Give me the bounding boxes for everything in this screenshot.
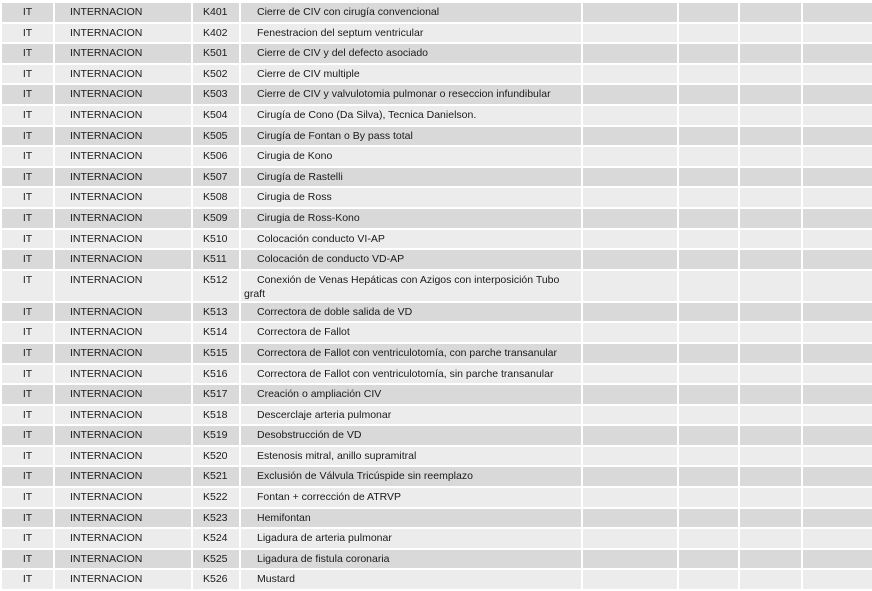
empty-cell[interactable]	[739, 249, 802, 270]
area-cell[interactable]: INTERNACION	[54, 569, 192, 590]
empty-cell[interactable]	[802, 528, 872, 549]
empty-cell[interactable]	[582, 187, 678, 208]
empty-cell[interactable]	[802, 569, 872, 590]
empty-cell[interactable]	[802, 249, 872, 270]
empty-cell[interactable]	[678, 249, 739, 270]
description-cell[interactable]: Cirugía de Rastelli	[240, 167, 582, 188]
description-cell[interactable]: Correctora de doble salida de VD	[240, 302, 582, 323]
table-row	[1, 549, 872, 570]
empty-cell[interactable]	[739, 425, 802, 446]
empty-cell[interactable]	[678, 43, 739, 64]
type-cell[interactable]: IT	[1, 405, 54, 426]
empty-cell[interactable]	[582, 105, 678, 126]
code-cell[interactable]: K501	[192, 43, 240, 64]
empty-cell[interactable]	[739, 343, 802, 364]
empty-cell[interactable]	[739, 302, 802, 323]
empty-cell[interactable]	[582, 167, 678, 188]
description-cell[interactable]: Desobstrucción de VD	[240, 425, 582, 446]
code-cell[interactable]: K525	[192, 549, 240, 570]
table-row	[1, 343, 872, 364]
empty-cell[interactable]	[582, 43, 678, 64]
area-cell[interactable]: INTERNACION	[54, 302, 192, 323]
empty-cell[interactable]	[802, 208, 872, 229]
area-cell[interactable]: INTERNACION	[54, 549, 192, 570]
empty-cell[interactable]	[739, 84, 802, 105]
empty-cell[interactable]	[739, 105, 802, 126]
code-cell[interactable]: K523	[192, 508, 240, 529]
empty-cell[interactable]	[582, 466, 678, 487]
table-row	[1, 364, 872, 385]
empty-cell[interactable]	[582, 146, 678, 167]
description-cell[interactable]: Fenestracion del septum ventricular	[240, 23, 582, 44]
description-cell[interactable]: Descerclaje arteria pulmonar	[240, 405, 582, 426]
empty-cell[interactable]	[678, 187, 739, 208]
table-row	[1, 384, 872, 405]
description-cell[interactable]: Conexión de Venas Hepáticas con Azigos con interposición Tubo graft	[240, 270, 582, 302]
empty-cell[interactable]	[582, 322, 678, 343]
empty-cell[interactable]	[582, 2, 678, 23]
empty-cell[interactable]	[739, 405, 802, 426]
type-cell[interactable]: IT	[1, 64, 54, 85]
empty-cell[interactable]	[582, 302, 678, 323]
empty-cell[interactable]	[802, 425, 872, 446]
area-cell[interactable]: INTERNACION	[54, 343, 192, 364]
area-cell[interactable]: INTERNACION	[54, 64, 192, 85]
empty-cell[interactable]	[802, 105, 872, 126]
empty-cell[interactable]	[582, 23, 678, 44]
empty-cell[interactable]	[582, 84, 678, 105]
empty-cell[interactable]	[678, 384, 739, 405]
table-row	[1, 425, 872, 446]
code-cell[interactable]: K517	[192, 384, 240, 405]
empty-cell[interactable]	[802, 2, 872, 23]
empty-cell[interactable]	[582, 405, 678, 426]
code-cell[interactable]: K516	[192, 364, 240, 385]
table-row	[1, 187, 872, 208]
empty-cell[interactable]	[802, 549, 872, 570]
description-cell[interactable]: Ligadura de arteria pulmonar	[240, 528, 582, 549]
empty-cell[interactable]	[802, 384, 872, 405]
description-cell[interactable]: Correctora de Fallot con ventriculotomía, con parche transanular	[240, 343, 582, 364]
table-row	[1, 84, 872, 105]
empty-cell[interactable]	[582, 229, 678, 250]
code-cell[interactable]: K510	[192, 229, 240, 250]
description-cell[interactable]: Colocación de conducto VD-AP	[240, 249, 582, 270]
area-cell[interactable]: INTERNACION	[54, 384, 192, 405]
empty-cell[interactable]	[582, 487, 678, 508]
area-cell[interactable]: INTERNACION	[54, 146, 192, 167]
empty-cell[interactable]	[582, 343, 678, 364]
description-cell[interactable]: Cirugía de Cono (Da Silva), Tecnica Danielson.	[240, 105, 582, 126]
area-cell[interactable]: INTERNACION	[54, 466, 192, 487]
empty-cell[interactable]	[802, 487, 872, 508]
description-cell[interactable]: Cierre de CIV multiple	[240, 64, 582, 85]
empty-cell[interactable]	[678, 405, 739, 426]
code-cell[interactable]: K507	[192, 167, 240, 188]
empty-cell[interactable]	[678, 343, 739, 364]
type-cell[interactable]: IT	[1, 425, 54, 446]
empty-cell[interactable]	[739, 322, 802, 343]
type-cell[interactable]: IT	[1, 343, 54, 364]
type-cell[interactable]: IT	[1, 146, 54, 167]
empty-cell[interactable]	[739, 384, 802, 405]
description-cell[interactable]: Mustard	[240, 569, 582, 590]
description-cell[interactable]: Correctora de Fallot	[240, 322, 582, 343]
empty-cell[interactable]	[678, 425, 739, 446]
code-cell[interactable]: K514	[192, 322, 240, 343]
empty-cell[interactable]	[802, 405, 872, 426]
empty-cell[interactable]	[739, 487, 802, 508]
code-cell[interactable]: K402	[192, 23, 240, 44]
table-body	[1, 2, 872, 590]
empty-cell[interactable]	[739, 146, 802, 167]
empty-cell[interactable]	[739, 23, 802, 44]
empty-cell[interactable]	[739, 549, 802, 570]
code-cell[interactable]: K503	[192, 84, 240, 105]
table-row	[1, 446, 872, 467]
empty-cell[interactable]	[678, 528, 739, 549]
type-cell[interactable]: IT	[1, 364, 54, 385]
empty-cell[interactable]	[678, 105, 739, 126]
table-row	[1, 569, 872, 590]
table-row	[1, 126, 872, 147]
type-cell[interactable]: IT	[1, 487, 54, 508]
empty-cell[interactable]	[739, 167, 802, 188]
empty-cell[interactable]	[678, 508, 739, 529]
empty-cell[interactable]	[802, 270, 872, 302]
empty-cell[interactable]	[739, 208, 802, 229]
empty-cell[interactable]	[678, 270, 739, 302]
empty-cell[interactable]	[802, 84, 872, 105]
type-cell[interactable]: IT	[1, 569, 54, 590]
empty-cell[interactable]	[678, 229, 739, 250]
table-row	[1, 105, 872, 126]
type-cell[interactable]: IT	[1, 249, 54, 270]
type-cell[interactable]: IT	[1, 84, 54, 105]
type-cell[interactable]: IT	[1, 302, 54, 323]
area-cell[interactable]: INTERNACION	[54, 208, 192, 229]
description-cell[interactable]: Cirugia de Ross	[240, 187, 582, 208]
code-cell[interactable]: K515	[192, 343, 240, 364]
table-row	[1, 302, 872, 323]
area-cell[interactable]: INTERNACION	[54, 43, 192, 64]
area-cell[interactable]: INTERNACION	[54, 229, 192, 250]
description-cell[interactable]: Hemifontan	[240, 508, 582, 529]
empty-cell[interactable]	[739, 466, 802, 487]
area-cell[interactable]: INTERNACION	[54, 364, 192, 385]
type-cell[interactable]: IT	[1, 187, 54, 208]
description-cell[interactable]: Cirugia de Ross-Kono	[240, 208, 582, 229]
empty-cell[interactable]	[678, 64, 739, 85]
empty-cell[interactable]	[739, 364, 802, 385]
empty-cell[interactable]	[678, 466, 739, 487]
code-cell[interactable]: K505	[192, 126, 240, 147]
description-cell[interactable]: Cirugia de Kono	[240, 146, 582, 167]
type-cell[interactable]: IT	[1, 23, 54, 44]
empty-cell[interactable]	[802, 446, 872, 467]
type-cell[interactable]: IT	[1, 446, 54, 467]
empty-cell[interactable]	[678, 146, 739, 167]
empty-cell[interactable]	[582, 384, 678, 405]
area-cell[interactable]: INTERNACION	[54, 487, 192, 508]
empty-cell[interactable]	[582, 64, 678, 85]
empty-cell[interactable]	[802, 23, 872, 44]
empty-cell[interactable]	[739, 528, 802, 549]
empty-cell[interactable]	[582, 126, 678, 147]
empty-cell[interactable]	[678, 322, 739, 343]
code-cell[interactable]: K504	[192, 105, 240, 126]
area-cell[interactable]: INTERNACION	[54, 322, 192, 343]
table-row	[1, 64, 872, 85]
empty-cell[interactable]	[678, 208, 739, 229]
code-cell[interactable]: K509	[192, 208, 240, 229]
empty-cell[interactable]	[678, 126, 739, 147]
empty-cell[interactable]	[739, 187, 802, 208]
code-cell[interactable]: K524	[192, 528, 240, 549]
code-cell[interactable]: K520	[192, 446, 240, 467]
empty-cell[interactable]	[582, 446, 678, 467]
empty-cell[interactable]	[582, 425, 678, 446]
type-cell[interactable]: IT	[1, 508, 54, 529]
code-cell[interactable]: K508	[192, 187, 240, 208]
empty-cell[interactable]	[582, 528, 678, 549]
area-cell[interactable]: INTERNACION	[54, 167, 192, 188]
type-cell[interactable]: IT	[1, 229, 54, 250]
empty-cell[interactable]	[802, 126, 872, 147]
empty-cell[interactable]	[802, 508, 872, 529]
table-row	[1, 43, 872, 64]
empty-cell[interactable]	[802, 343, 872, 364]
empty-cell[interactable]	[802, 322, 872, 343]
code-cell[interactable]: K511	[192, 249, 240, 270]
table-row	[1, 229, 872, 250]
code-cell[interactable]: K518	[192, 405, 240, 426]
area-cell[interactable]: INTERNACION	[54, 249, 192, 270]
description-cell[interactable]: Cirugía de Fontan o By pass total	[240, 126, 582, 147]
empty-cell[interactable]	[582, 249, 678, 270]
description-cell[interactable]: Estenosis mitral, anillo supramitral	[240, 446, 582, 467]
type-cell[interactable]: IT	[1, 322, 54, 343]
table-row	[1, 2, 872, 23]
empty-cell[interactable]	[678, 167, 739, 188]
table-row	[1, 528, 872, 549]
empty-cell[interactable]	[678, 302, 739, 323]
table-row	[1, 508, 872, 529]
code-cell[interactable]: K526	[192, 569, 240, 590]
empty-cell[interactable]	[582, 270, 678, 302]
area-cell[interactable]: INTERNACION	[54, 425, 192, 446]
type-cell[interactable]: IT	[1, 167, 54, 188]
table-row	[1, 249, 872, 270]
spreadsheet-table	[0, 1, 872, 591]
area-cell[interactable]: INTERNACION	[54, 405, 192, 426]
description-cell[interactable]: Ligadura de fistula coronaria	[240, 549, 582, 570]
code-cell[interactable]: K506	[192, 146, 240, 167]
empty-cell[interactable]	[678, 2, 739, 23]
area-cell[interactable]: INTERNACION	[54, 187, 192, 208]
code-cell[interactable]: K512	[192, 270, 240, 302]
empty-cell[interactable]	[678, 487, 739, 508]
empty-cell[interactable]	[582, 508, 678, 529]
procedures-table	[0, 1, 872, 591]
type-cell[interactable]: IT	[1, 208, 54, 229]
description-cell[interactable]: Cierre de CIV y del defecto asociado	[240, 43, 582, 64]
empty-cell[interactable]	[678, 364, 739, 385]
area-cell[interactable]: INTERNACION	[54, 2, 192, 23]
table-row	[1, 270, 872, 302]
type-cell[interactable]: IT	[1, 384, 54, 405]
code-cell[interactable]: K513	[192, 302, 240, 323]
area-cell[interactable]: INTERNACION	[54, 105, 192, 126]
table-row	[1, 466, 872, 487]
empty-cell[interactable]	[802, 167, 872, 188]
table-row	[1, 23, 872, 44]
description-cell[interactable]: Exclusión de Válvula Tricúspide sin reemplazo	[240, 466, 582, 487]
empty-cell[interactable]	[678, 549, 739, 570]
empty-cell[interactable]	[802, 64, 872, 85]
empty-cell[interactable]	[802, 229, 872, 250]
area-cell[interactable]: INTERNACION	[54, 446, 192, 467]
empty-cell[interactable]	[678, 569, 739, 590]
table-row	[1, 322, 872, 343]
table-row	[1, 487, 872, 508]
empty-cell[interactable]	[678, 84, 739, 105]
type-cell[interactable]: IT	[1, 43, 54, 64]
table-row	[1, 208, 872, 229]
table-row	[1, 167, 872, 188]
area-cell[interactable]: INTERNACION	[54, 126, 192, 147]
empty-cell[interactable]	[739, 2, 802, 23]
type-cell[interactable]: IT	[1, 549, 54, 570]
type-cell[interactable]: IT	[1, 466, 54, 487]
area-cell[interactable]: INTERNACION	[54, 508, 192, 529]
area-cell[interactable]: INTERNACION	[54, 270, 192, 302]
type-cell[interactable]: IT	[1, 528, 54, 549]
description-cell[interactable]: Cierre de CIV y valvulotomia pulmonar o reseccion infundibular	[240, 84, 582, 105]
empty-cell[interactable]	[582, 569, 678, 590]
code-cell[interactable]: K519	[192, 425, 240, 446]
code-cell[interactable]: K522	[192, 487, 240, 508]
description-cell[interactable]: Cierre de CIV con cirugía convencional	[240, 2, 582, 23]
empty-cell[interactable]	[802, 146, 872, 167]
empty-cell[interactable]	[802, 466, 872, 487]
empty-cell[interactable]	[739, 508, 802, 529]
description-cell[interactable]: Creación o ampliación CIV	[240, 384, 582, 405]
empty-cell[interactable]	[739, 126, 802, 147]
type-cell[interactable]: IT	[1, 126, 54, 147]
empty-cell[interactable]	[582, 549, 678, 570]
empty-cell[interactable]	[582, 364, 678, 385]
description-cell[interactable]: Correctora de Fallot con ventriculotomía, sin parche transanular	[240, 364, 582, 385]
code-cell[interactable]: K521	[192, 466, 240, 487]
empty-cell[interactable]	[802, 187, 872, 208]
empty-cell[interactable]	[802, 302, 872, 323]
type-cell[interactable]: IT	[1, 2, 54, 23]
table-row	[1, 405, 872, 426]
empty-cell[interactable]	[802, 364, 872, 385]
description-cell[interactable]: Colocación conducto VI-AP	[240, 229, 582, 250]
code-cell[interactable]: K401	[192, 2, 240, 23]
empty-cell[interactable]	[678, 23, 739, 44]
empty-cell[interactable]	[582, 208, 678, 229]
description-cell[interactable]: Fontan + corrección de ATRVP	[240, 487, 582, 508]
empty-cell[interactable]	[739, 270, 802, 302]
area-cell[interactable]: INTERNACION	[54, 528, 192, 549]
empty-cell[interactable]	[678, 446, 739, 467]
empty-cell[interactable]	[802, 43, 872, 64]
code-cell[interactable]: K502	[192, 64, 240, 85]
empty-cell[interactable]	[739, 43, 802, 64]
empty-cell[interactable]	[739, 229, 802, 250]
table-row	[1, 146, 872, 167]
empty-cell[interactable]	[739, 446, 802, 467]
type-cell[interactable]: IT	[1, 105, 54, 126]
area-cell[interactable]: INTERNACION	[54, 84, 192, 105]
type-cell[interactable]: IT	[1, 270, 54, 302]
empty-cell[interactable]	[739, 569, 802, 590]
empty-cell[interactable]	[739, 64, 802, 85]
area-cell[interactable]: INTERNACION	[54, 23, 192, 44]
